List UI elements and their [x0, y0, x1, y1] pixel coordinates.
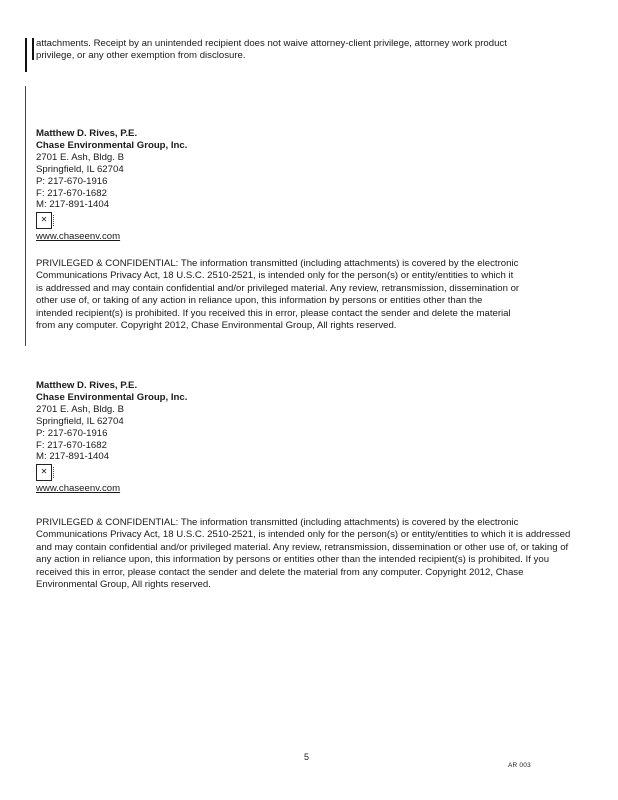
website-link[interactable]: www.chaseenv.com	[36, 231, 121, 243]
confidentiality-notice-2: PRIVILEGED & CONFIDENTIAL: The information transmitted (including attachments) is covered by the electronic Communications Privacy Act, 18 U.S.C. 2510-2521, is intended only for the person(s) or entity/entities to which it is addressed and may contain confidential and/or privileged material. Any review, retransmission, dissemination or other use of, or taking of any action in reliance upon, this information by persons or entities other than the intended recipient(s) is prohibited. If you received this in error, please contact the sender and delete the material from any computer. Copyright 2012, Chase Environmental Group, All rights reserved.	[36, 517, 571, 591]
phone-number: P: 217-670-1916	[36, 427, 108, 439]
signature-block-2	[36, 380, 187, 495]
bates-code: AR 003	[508, 762, 531, 769]
address-line-2: Springfield, IL 62704	[36, 415, 124, 427]
quote-bar-right	[32, 38, 34, 60]
address-line-2: Springfield, IL 62704	[36, 163, 124, 175]
company-name: Chase Environmental Group, Inc.	[36, 391, 188, 403]
page-number: 5	[304, 752, 310, 762]
sender-name: Matthew D. Rives, P.E.	[36, 380, 138, 391]
company-name: Chase Environmental Group, Inc.	[36, 139, 188, 151]
sender-name: Matthew D. Rives, P.E.	[36, 128, 138, 139]
mobile-number: M: 217-891-1404	[36, 451, 110, 463]
signature-block-1	[36, 128, 187, 243]
mobile-number: M: 217-891-1404	[36, 199, 110, 211]
fax-number: F: 217-670-1682	[36, 187, 107, 199]
broken-image-icon: ✕	[36, 212, 52, 229]
broken-image-icon: ✕	[36, 464, 52, 481]
quote-bar-left	[25, 38, 27, 72]
website-link[interactable]: www.chaseenv.com	[36, 483, 121, 495]
phone-number: P: 217-670-1916	[36, 175, 108, 187]
confidentiality-notice-1: PRIVILEGED & CONFIDENTIAL: The information transmitted (including attachments) is covered by the electronic Communications Privacy Act, 18 U.S.C. 2510-2521, is intended only for the person(s) or entity/entities to which it is addressed and may contain confidential and/or privileged material. Any review, retransmission, dissemination or other use of, or taking of any action in reliance upon, this information by persons or entities other than the intended recipient(s) is prohibited. If you received this in error, please contact the sender and delete the material from any computer. Copyright 2012, Chase Environmental Group, All rights reserved.	[36, 258, 520, 332]
fax-number: F: 217-670-1682	[36, 439, 107, 451]
header-paragraph: attachments. Receipt by an unintended recipient does not waive attorney-client privilege, attorney work product privilege, or any other exemption from disclosure.	[36, 38, 507, 62]
quote-bar-long	[25, 86, 26, 346]
address-line-1: 2701 E. Ash, Bldg. B	[36, 403, 125, 415]
address-line-1: 2701 E. Ash, Bldg. B	[36, 151, 125, 163]
